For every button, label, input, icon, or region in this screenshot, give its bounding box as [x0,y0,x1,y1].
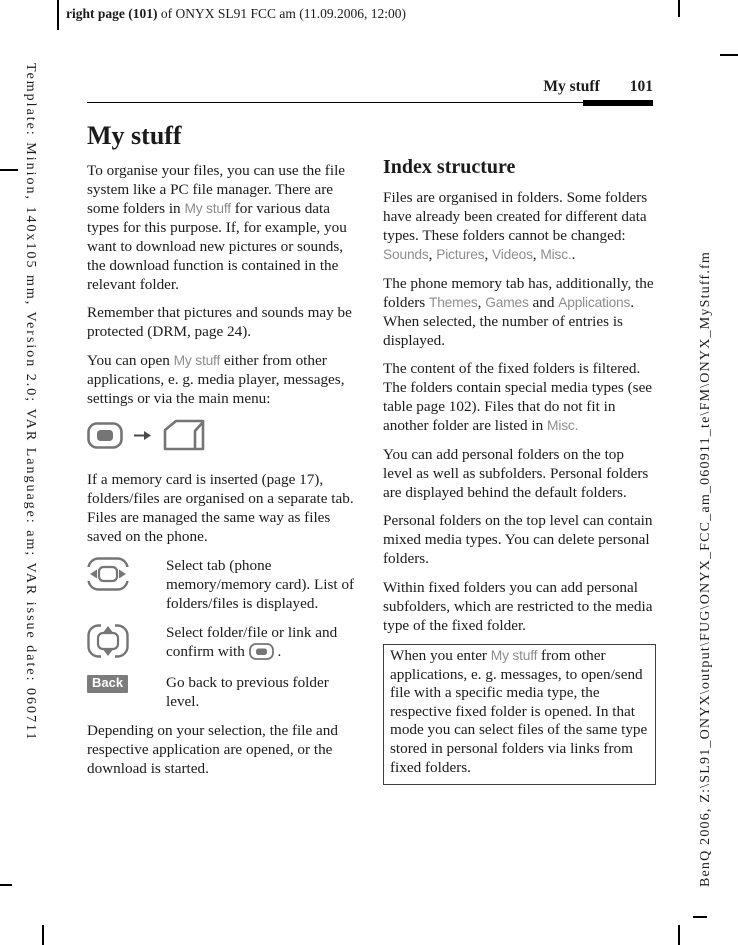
ui-term: Misc. [547,418,579,433]
ui-term: My stuff [184,200,231,216]
back-softkey-label: Back [87,675,128,693]
ui-term: Applications [558,294,631,310]
crop-mark [678,0,680,17]
ui-term: Games [485,294,529,310]
center-select-key-icon [87,422,123,454]
ui-term: Videos [492,247,533,262]
crop-mark [678,925,680,945]
left-column [87,122,361,787]
page-number-rule-bar [583,100,653,106]
center-select-key-icon [249,643,274,660]
crop-mark [57,0,59,30]
instruction-row [87,556,361,613]
ui-term: Misc. [540,247,572,262]
crop-mark [0,169,18,171]
crop-mark [42,925,44,945]
phone-memory-paragraph: The phone memory tab has, additionally, the folders Themes, Games and Applications. When selected, the number of entries is displayed. [383,274,654,349]
memory-card-paragraph: If a memory card is inserted (page 17), folders/files are organised on a separate tab. Files are managed the same way as files saved on the phone. [87,471,354,546]
instruction-row [87,623,361,663]
closing-paragraph: Depending on your selection, the file and respective application are opened, or the download is started. [87,721,338,777]
fixed-folders-paragraph: The content of the fixed folders is filtered. The folders contain special media types (see table page 102). Files that do not fit in another folder are listed in Misc. [383,360,653,434]
personal-folders-paragraph: You can add personal folders on the top level as well as subfolders. Personal folders are displayed behind the default folders. [383,445,649,501]
intro-paragraph: To organise your files, you can use the file system like a PC file manager. There are some folders in My stuff for various data types for this purpose. If, for example, you want to download new pictures or sounds, the download function is contained in the relevant folder. [87,161,347,293]
running-header-page-number: 101 [629,78,653,95]
meta-header-file-info: of ONYX SL91 FCC am (11.09.2006, 12:00) [157,6,406,21]
instruction-row [87,673,361,711]
note-box: When you enter My stuff from other applications, e. g. messages, to open/send file with a specific media type, the respective fixed folder is opened. In that mode you can select files of the same type stored in personal folders via links from fixed folders. [383,644,656,785]
instruction-text: Select folder/file or link and confirm with . [166,623,338,660]
folders-paragraph: Files are organised in folders. Some folders have already been created for different data types. These folders cannot be changed: Sounds, Pictures, Videos, Misc.. [383,189,648,263]
navigation-key-left-right-icon [87,556,166,596]
crop-mark [693,916,707,918]
arrow-right-icon [132,428,152,447]
top-level-folders-paragraph: Personal folders on the top level can contain mixed media types. You can delete personal folders. [383,512,653,567]
crop-mark [720,54,738,56]
running-header-section: My stuff [543,78,600,95]
ui-term: My stuff [490,648,538,663]
subfolders-paragraph: Within fixed folders you can add personal subfolders, which are restricted to the media type of the fixed folder. [383,578,653,634]
ui-term: Themes [428,294,478,310]
instruction-text: Select tab (phone memory/memory card). List of folders/files is displayed. [166,556,355,612]
document-meta-header [66,6,406,22]
back-softkey [87,673,166,693]
menu-path-illustration [87,417,361,458]
chapter-title: My stuff [87,121,182,150]
crop-mark [0,884,12,886]
ui-term: My stuff [173,352,221,368]
drm-paragraph: Remember that pictures and sounds may be protected (DRM, page 24). [87,304,352,341]
section-heading: Index structure [383,156,516,178]
right-column [383,156,656,785]
navigation-key-up-down-icon [87,623,166,663]
running-header [87,78,653,103]
meta-header-page-info: right page (101) [66,6,158,21]
instruction-text: Go back to previous folder level. [166,673,329,710]
file-path-sidebar: BenQ 2006, Z:\SL91_ONYX\output\FUG\ONYX_FCC_am_060911_te\FM\ONYX_MyStuff.fm [698,250,713,887]
open-folder-icon [161,417,209,458]
template-info-sidebar: Template: Minion, 140x105 mm, Version 2.0; VAR Language: am; VAR issue date: 060711 [23,63,38,742]
ui-term: Sounds [383,247,429,262]
open-paragraph: You can open My stuff either from other applications, e. g. media player, messages, settings or via the main menu: [87,351,345,407]
ui-term: Pictures [436,247,485,262]
